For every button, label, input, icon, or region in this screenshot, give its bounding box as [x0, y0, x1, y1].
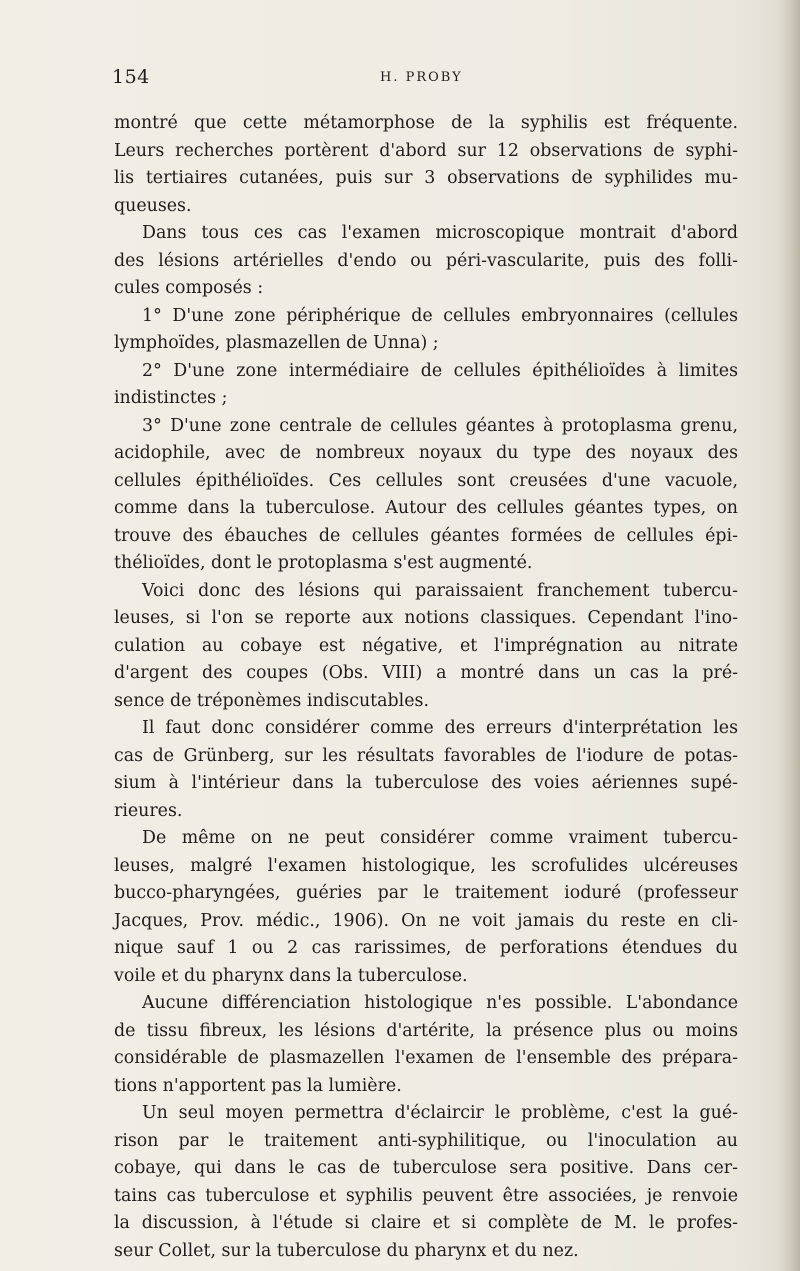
text-line: leuses, si l'on se reporte aux notions classiques. Cependant l'ino-	[114, 608, 738, 628]
body-text	[114, 110, 738, 1265]
text-line: sium à l'intérieur dans la tuberculose des voies aériennes supé-	[114, 773, 738, 793]
text-line: bucco-pharyngées, guéries par le traitement ioduré (professeur	[114, 883, 738, 903]
text-line: des lésions artérielles d'endo ou péri-vascularite, puis des folli-	[114, 250, 738, 271]
text-line: leuses, malgré l'examen histologique, les scrofulides ulcéreuses	[114, 855, 738, 876]
text-line: cas de Grünberg, sur les résultats favorables de l'iodure de potas-	[114, 745, 738, 766]
text-line: Il faut donc considérer comme des erreurs d'interprétation les	[142, 718, 738, 738]
text-line: 3° D'une zone centrale de cellules géantes à protoplasma grenu,	[142, 415, 738, 436]
text-line: indistinctes ;	[114, 388, 228, 408]
text-line: Dans tous ces cas l'examen microscopique montrait d'abord	[142, 223, 738, 243]
text-line: rison par le traitement anti-syphilitique, ou l'inoculation au	[114, 1130, 738, 1151]
text-line: trouve des ébauches de cellules géantes formées de cellules épi-	[114, 525, 738, 546]
text-line: comme dans la tuberculose. Autour des cellules géantes types, on	[114, 498, 738, 518]
text-line: nique sauf 1 ou 2 cas rarissimes, de perforations étendues du	[114, 938, 738, 958]
running-title: H. PROBY	[380, 70, 463, 85]
text-line: considérable de plasmazellen l'examen de l'ensemble des prépara-	[114, 1048, 738, 1068]
text-line: sence de tréponèmes indiscutables.	[114, 690, 429, 711]
text-line: Leurs recherches portèrent d'abord sur 12 observations de syphi-	[114, 140, 738, 161]
page-edge-shadow	[778, 0, 800, 1271]
text-line: Aucune différenciation histologique n'es possible. L'abondance	[142, 993, 738, 1013]
text-line: thélioïdes, dont le protoplasma s'est augmenté.	[114, 553, 533, 573]
text-line: voile et du pharynx dans la tuberculose.	[114, 965, 468, 986]
text-line: Jacques, Prov. médic., 1906). On ne voit jamais du reste en cli-	[114, 910, 738, 931]
text-line: cules composés :	[114, 278, 264, 298]
text-line: cellules épithélioïdes. Ces cellules sont creusées d'une vacuole,	[114, 470, 738, 491]
page-number: 154	[112, 66, 150, 88]
text-line: Voici donc des lésions qui paraissaient franchement tubercu-	[142, 580, 738, 601]
text-line: cobaye, qui dans le cas de tuberculose sera positive. Dans cer-	[114, 1158, 738, 1178]
running-head	[112, 66, 740, 90]
text-line: De même on ne peut considérer comme vraiment tubercu-	[142, 828, 738, 848]
text-line: montré que cette métamorphose de la syphilis est fréquente.	[114, 113, 738, 133]
text-line: lymphoïdes, plasmazellen de Unna) ;	[114, 333, 439, 353]
text-line: tains cas tuberculose et syphilis peuvent être associées, je renvoie	[114, 1185, 738, 1206]
text-line: 2° D'une zone intermédiaire de cellules épithélioïdes à limites	[142, 360, 738, 381]
text-line: tions n'apportent pas la lumière.	[114, 1075, 402, 1096]
text-line: acidophile, avec de nombreux noyaux du type des noyaux des	[114, 443, 738, 463]
text-line: de tissu fibreux, les lésions d'artérite, la présence plus ou moins	[114, 1020, 738, 1041]
text-line: queuses.	[114, 195, 192, 216]
text-line: la discussion, à l'étude si claire et si complète de M. le profes-	[114, 1213, 738, 1233]
text-line: rieures.	[114, 800, 183, 821]
text-line: Un seul moyen permettra d'éclaircir le problème, c'est la gué-	[142, 1103, 738, 1123]
text-line: culation au cobaye est négative, et l'imprégnation au nitrate	[114, 635, 738, 656]
text-line: seur Collet, sur la tuberculose du pharynx et du nez.	[114, 1240, 579, 1261]
text-line: d'argent des coupes (Obs. VIII) a montré dans un cas la pré-	[114, 663, 738, 683]
text-line: 1° D'une zone périphérique de cellules embryonnaires (cellules	[142, 305, 738, 326]
text-line: lis tertiaires cutanées, puis sur 3 observations de syphilides mu-	[114, 168, 738, 188]
